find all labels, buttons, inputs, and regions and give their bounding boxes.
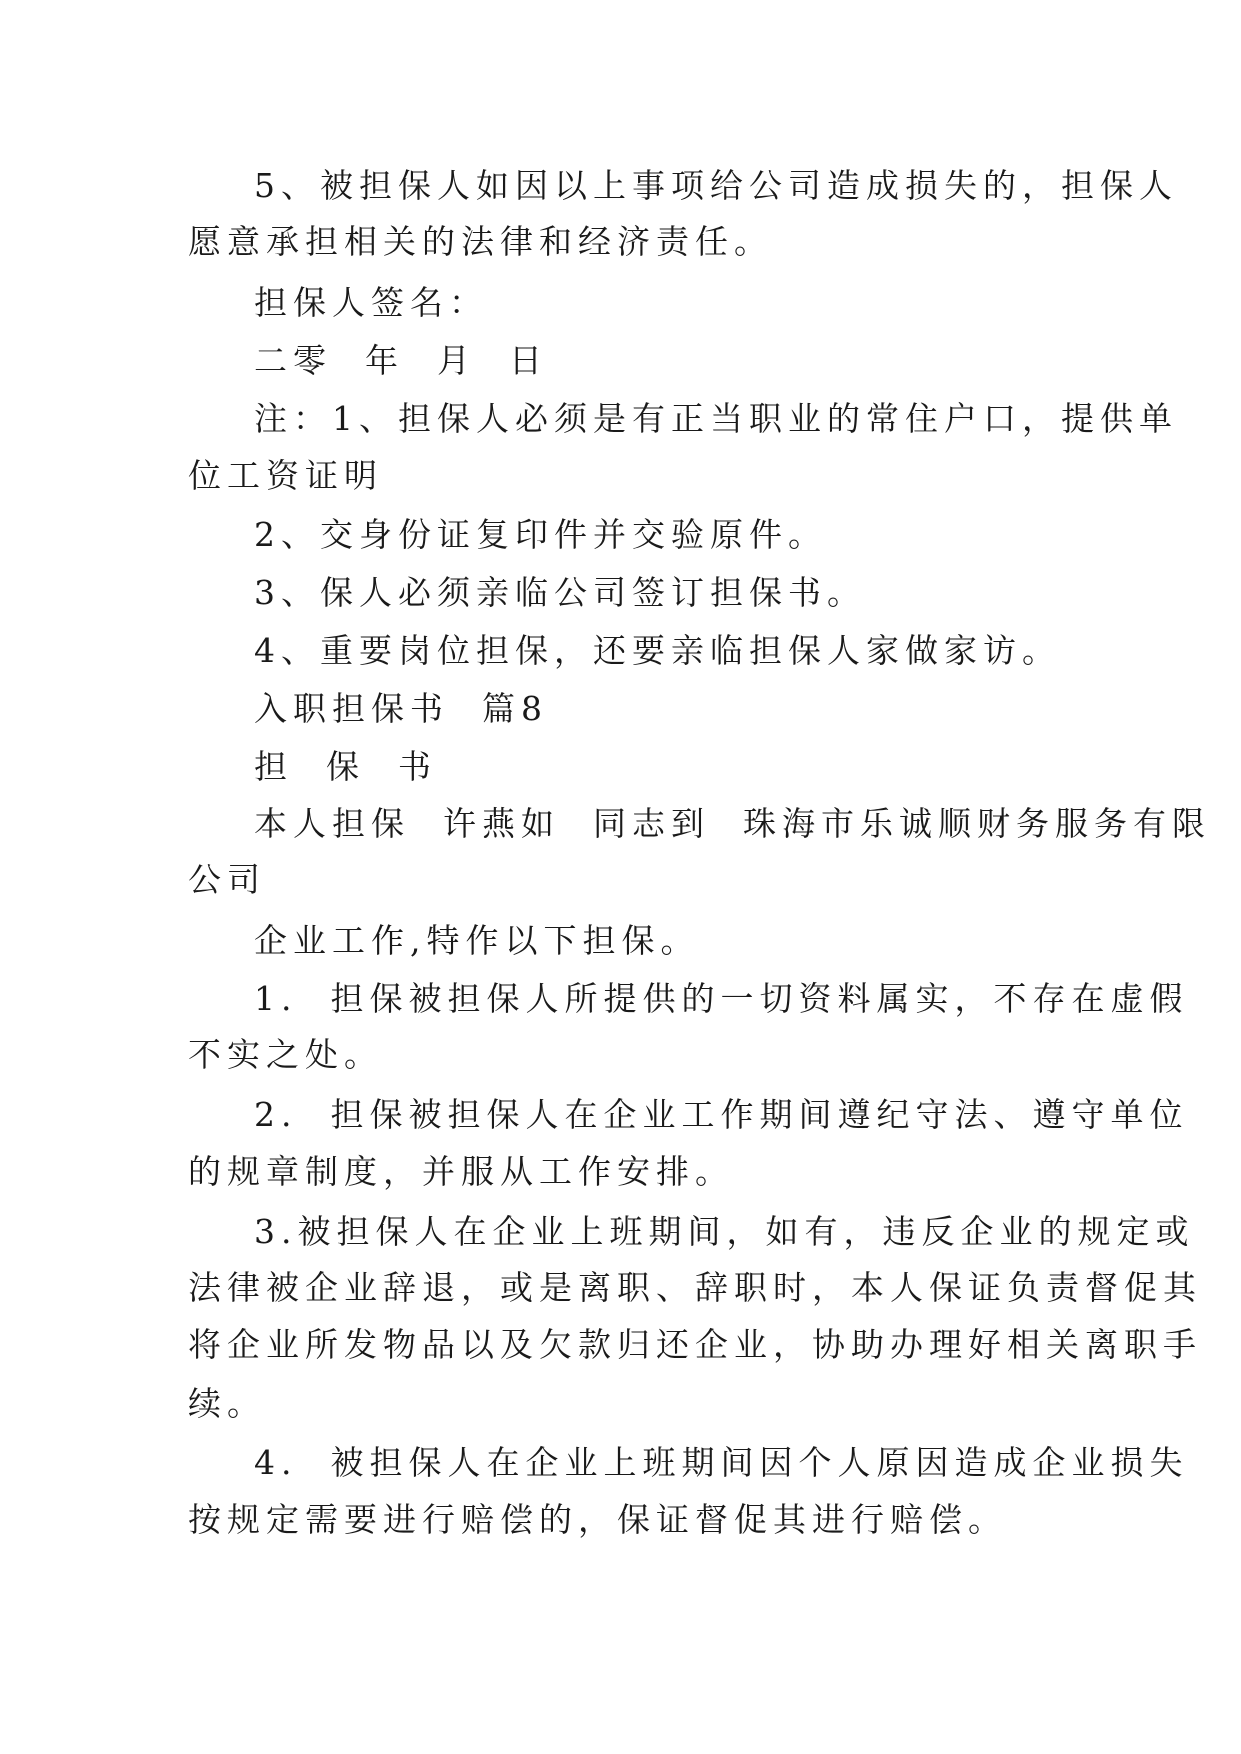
paragraph-line: 本人担保 许燕如 同志到 珠海市乐诚顺财务服务有限 [254,804,1211,843]
note-line: 注：1、担保人必须是有正当职业的常住户口，提供单 [254,399,1178,438]
clause-line: 3.被担保人在企业上班期间，如有，违反企业的规定或 [254,1212,1195,1251]
clause-line: 按规定需要进行赔偿的，保证督促其进行赔偿。 [188,1500,1007,1539]
clause-line: 将企业所发物品以及欠款归还企业，协助办理好相关离职手 [188,1325,1202,1364]
note-line: 3、保人必须亲临公司签订担保书。 [254,573,866,612]
signature-label: 担保人签名： [254,283,488,322]
date-line: 二零 年 月 日 [254,341,548,380]
clause-line: 续。 [188,1384,266,1423]
paragraph-line: 企业工作,特作以下担保。 [254,921,700,960]
paragraph-line: 5、被担保人如因以上事项给公司造成损失的，担保人 [254,166,1178,205]
note-line: 位工资证明 [188,456,383,495]
clause-line: 4. 被担保人在企业上班期间因个人原因造成企业损失 [254,1443,1189,1482]
note-line: 4、重要岗位担保，还要亲临担保人家做家访。 [254,631,1061,670]
clause-line: 1. 担保被担保人所提供的一切资料属实，不存在虚假 [254,979,1189,1018]
paragraph-line: 公司 [188,860,266,899]
note-line: 2、交身份证复印件并交验原件。 [254,515,827,554]
clause-line: 不实之处。 [188,1035,383,1074]
clause-line: 2. 担保被担保人在企业工作期间遵纪守法、遵守单位 [254,1095,1189,1134]
clause-line: 法律被企业辞退，或是离职、辞职时，本人保证负责督促其 [188,1268,1202,1307]
section-heading: 入职担保书 篇8 [254,689,548,728]
document-title: 担 保 书 [254,747,437,786]
paragraph-line: 愿意承担相关的法律和经济责任。 [188,222,773,261]
clause-line: 的规章制度，并服从工作安排。 [188,1152,734,1191]
